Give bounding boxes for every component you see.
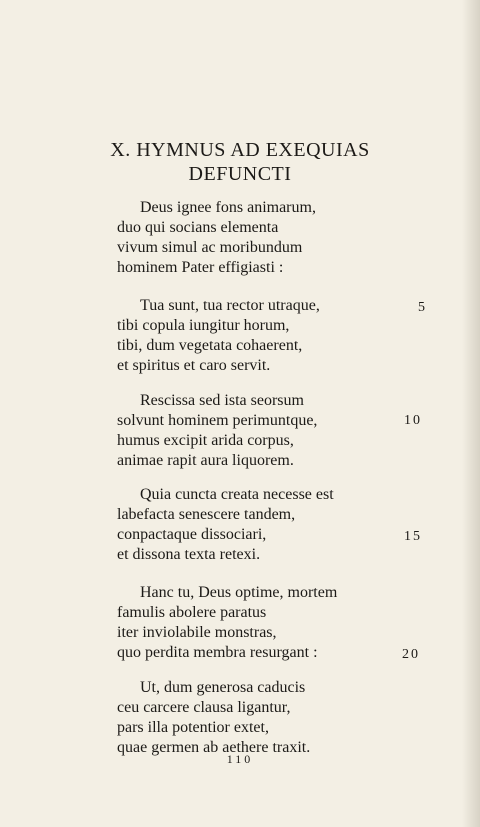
verse-line: duo qui socians elementa: [117, 219, 279, 236]
verse-line: Rescissa sed ista seorsum: [140, 392, 304, 409]
verse-line: hominem Pater effigiasti :: [117, 259, 284, 276]
verse-line: tibi, dum vegetata cohaerent,: [117, 337, 303, 354]
verse-line: Tua sunt, tua rector utraque,: [140, 297, 320, 314]
line-number: 15: [404, 529, 422, 544]
verse-line: ceu carcere clausa ligantur,: [117, 699, 291, 716]
poem-title: [0, 138, 480, 186]
verse-line: quo perdita membra resurgant :: [117, 644, 318, 661]
line-number: 5: [418, 300, 427, 315]
verse-line: et dissona texta retexi.: [117, 546, 261, 563]
verse-line: humus excipit arida corpus,: [117, 432, 294, 449]
verse-line: labefacta senescere tandem,: [117, 506, 296, 523]
verse-line: famulis abolere paratus: [117, 604, 267, 621]
verse-line: iter inviolabile monstras,: [117, 624, 277, 641]
verse-line: animae rapit aura liquorem.: [117, 452, 294, 469]
verse-line: tibi copula iungitur horum,: [117, 317, 290, 334]
title-line-2: DEFUNCTI: [188, 163, 292, 185]
verse-line: Ut, dum generosa caducis: [140, 679, 306, 696]
verse-line: conpactaque dissociari,: [117, 526, 267, 543]
verse-line: et spiritus et caro servit.: [117, 357, 271, 374]
title-line-1: X. HYMNUS AD EXEQUIAS: [110, 139, 370, 161]
line-number: 10: [404, 413, 422, 428]
verse-line: vivum simul ac moribundum: [117, 239, 303, 256]
verse-line: Hanc tu, Deus optime, mortem: [140, 584, 338, 601]
verse-line: solvunt hominem perimuntque,: [117, 412, 318, 429]
verse-line: Deus ignee fons animarum,: [140, 199, 316, 216]
line-number: 20: [402, 647, 420, 662]
verse-line: pars illa potentior extet,: [117, 719, 269, 736]
page-number: 110: [226, 752, 254, 766]
verse-line: quae germen ab aethere traxit.: [117, 739, 311, 756]
verse-line: Quia cuncta creata necesse est: [140, 486, 334, 503]
